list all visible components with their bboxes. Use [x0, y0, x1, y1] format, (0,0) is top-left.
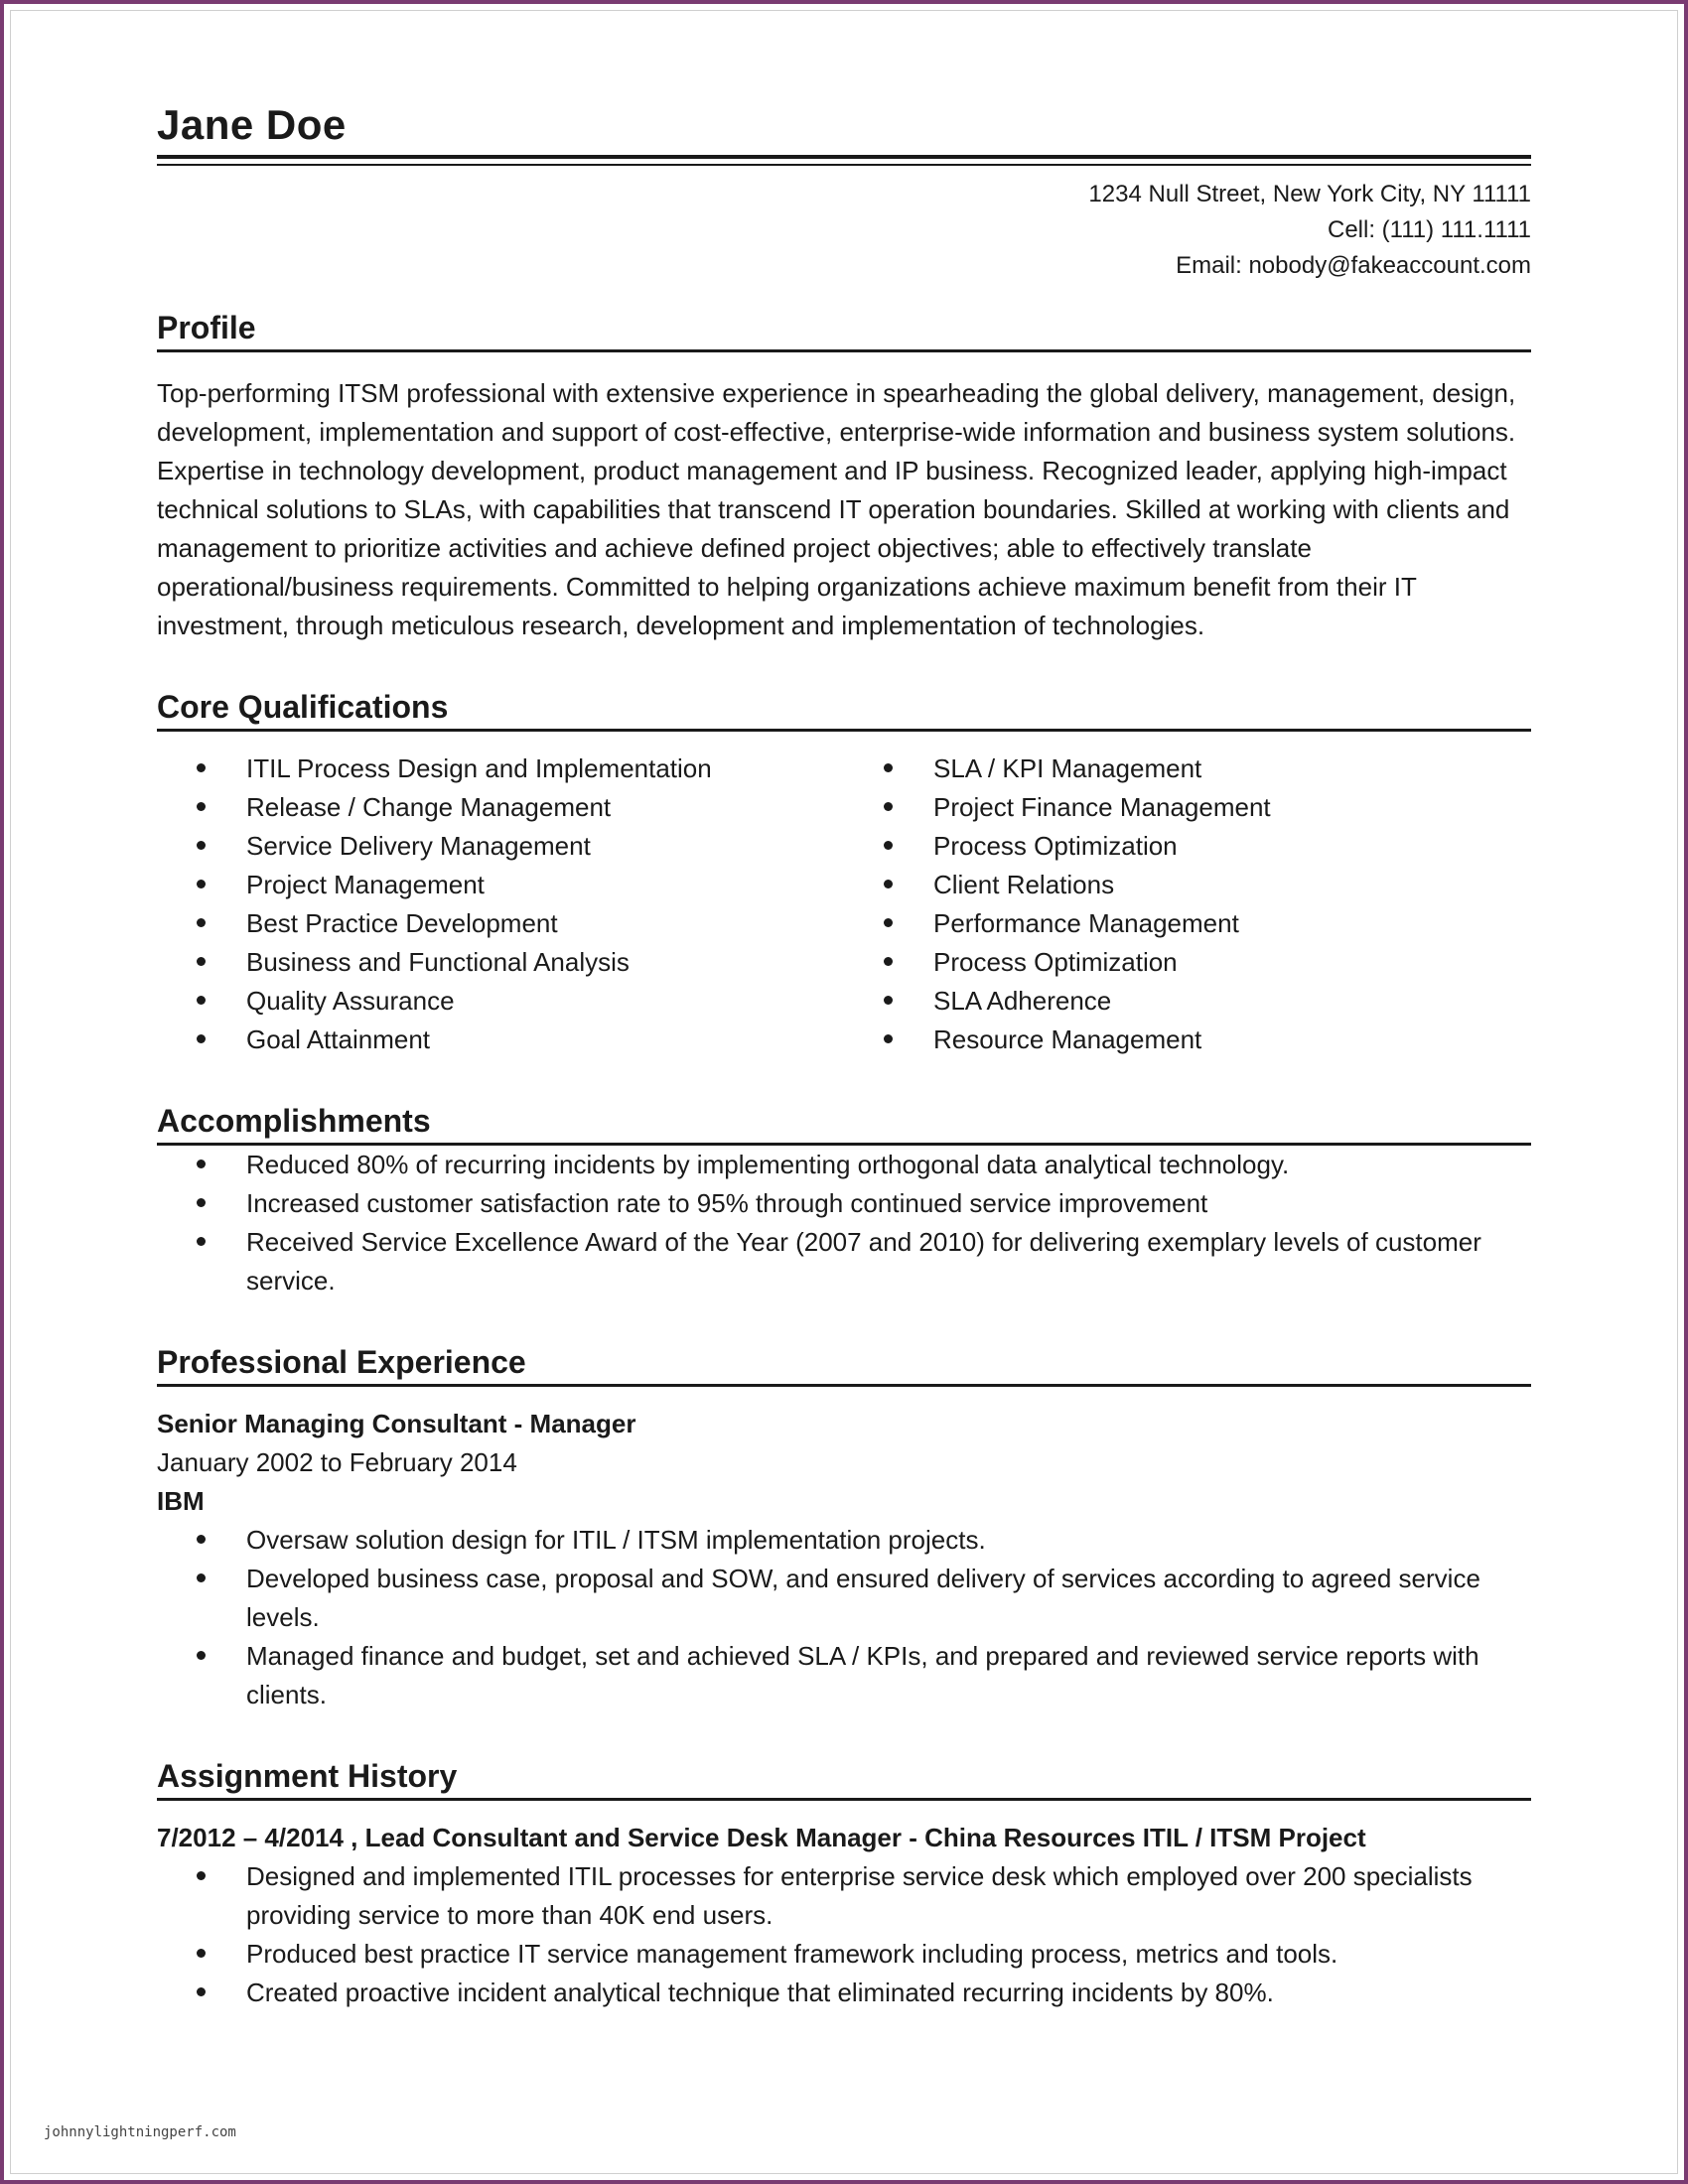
experience-section [157, 1342, 1531, 1714]
bullet-icon [884, 996, 893, 1005]
list-item: Created proactive incident analytical technique that eliminated recurring incidents by 80%. [157, 1974, 1531, 2012]
qualifications-left-column [157, 750, 844, 1059]
section-title-accomplishments: Accomplishments [157, 1103, 431, 1139]
bullet-icon [884, 918, 893, 927]
list-item: Business and Functional Analysis [157, 943, 844, 982]
list-item: Managed finance and budget, set and achieved SLA / KPIs, and prepared and reviewed service reports with clients. [157, 1637, 1531, 1714]
list-item: Increased customer satisfaction rate to 95% through continued service improvement [157, 1184, 1531, 1223]
list-item: Service Delivery Management [157, 827, 844, 866]
job-company: IBM [157, 1486, 205, 1516]
list-item: Quality Assurance [157, 982, 844, 1021]
bullet-icon [197, 1237, 206, 1246]
accomplishments-list [157, 1146, 1531, 1300]
qualifications-left-list [157, 750, 844, 1059]
list-item: Release / Change Management [157, 788, 844, 827]
list-item: Designed and implemented ITIL processes for enterprise service desk which employed over 200 specialists providing service to more than 40K end users. [157, 1857, 1531, 1935]
section-title-assignments: Assignment History [157, 1758, 458, 1794]
bullet-icon [197, 957, 206, 966]
header-divider [157, 155, 1531, 169]
bullet-icon [197, 1198, 206, 1207]
assignment-heading: 7/2012 – 4/2014 , Lead Consultant and Service Desk Manager - China Resources ITIL / ITSM Project [157, 1823, 1366, 1852]
job-dates: January 2002 to February 2014 [157, 1447, 517, 1477]
list-item: Performance Management [844, 904, 1531, 943]
list-item: SLA Adherence [844, 982, 1531, 1021]
qualifications-grid [157, 750, 1531, 1059]
assignments-list [157, 1857, 1531, 2012]
section-title-qualifications: Core Qualifications [157, 689, 449, 725]
section-rule [157, 729, 1531, 732]
list-item: Best Practice Development [157, 904, 844, 943]
header-divider-thin [157, 164, 1531, 166]
section-rule [157, 349, 1531, 352]
qualifications-right-column [844, 750, 1531, 1059]
assignments-section [157, 1756, 1531, 2012]
bullet-icon [884, 880, 893, 888]
bullet-icon [197, 1034, 206, 1043]
header-divider-thick [157, 155, 1531, 159]
bullet-icon [884, 957, 893, 966]
profile-section [157, 308, 1531, 645]
list-item: Resource Management [844, 1021, 1531, 1059]
list-item: Client Relations [844, 866, 1531, 904]
profile-text: Top-performing ITSM professional with extensive experience in spearheading the global delivery, management, design, development, implementation and support of cost-effective, enterprise-wide information and business system solutions. Expertise in technology development, product management and IP business. Recognized leader, applying high-impact technical solutions to SLAs, with capabilities that transcend IT operation boundaries. Skilled at working with clients and management to prioritize activities and achieve defined project objectives; able to effectively translate operational/business requirements. Committed to helping organizations achieve maximum benefit from their IT investment, through meticulous research, development and implementation of technologies. [157, 378, 1516, 640]
bullet-icon [197, 1535, 206, 1544]
bullet-icon [197, 1160, 206, 1168]
bullet-icon [197, 880, 206, 888]
list-item: Produced best practice IT service management framework including process, metrics and tools. [157, 1935, 1531, 1974]
list-item: Oversaw solution design for ITIL / ITSM implementation projects. [157, 1521, 1531, 1560]
section-title-experience: Professional Experience [157, 1344, 526, 1380]
list-item: Project Finance Management [844, 788, 1531, 827]
experience-list [157, 1521, 1531, 1714]
bullet-icon [197, 841, 206, 850]
section-title-profile: Profile [157, 310, 256, 345]
bullet-icon [197, 1987, 206, 1996]
bullet-icon [197, 763, 206, 772]
list-item: Process Optimization [844, 827, 1531, 866]
job-title: Senior Managing Consultant - Manager [157, 1409, 636, 1438]
list-item: Project Management [157, 866, 844, 904]
section-rule [157, 1384, 1531, 1387]
list-item: Process Optimization [844, 943, 1531, 982]
bullet-icon [197, 1573, 206, 1582]
list-item: SLA / KPI Management [844, 750, 1531, 788]
contact-cell: Cell: (111) 111.1111 [1327, 216, 1531, 243]
qualifications-section [157, 687, 1531, 1059]
bullet-icon [884, 841, 893, 850]
list-item: Goal Attainment [157, 1021, 844, 1059]
qualifications-right-list [844, 750, 1531, 1059]
bullet-icon [197, 996, 206, 1005]
bullet-icon [884, 802, 893, 811]
contact-address: 1234 Null Street, New York City, NY 11111 [1088, 181, 1531, 207]
bullet-icon [884, 763, 893, 772]
list-item: Reduced 80% of recurring incidents by implementing orthogonal data analytical technology. [157, 1146, 1531, 1184]
list-item: ITIL Process Design and Implementation [157, 750, 844, 788]
bullet-icon [197, 1651, 206, 1660]
bullet-icon [197, 918, 206, 927]
accomplishments-section [157, 1101, 1531, 1300]
watermark-text: johnnylightningperf.com [44, 2124, 236, 2140]
bullet-icon [197, 802, 206, 811]
candidate-name: Jane Doe [157, 101, 347, 148]
list-item: Developed business case, proposal and SOW, and ensured delivery of services according to agreed service levels. [157, 1560, 1531, 1637]
section-rule [157, 1798, 1531, 1801]
resume-document [157, 95, 1531, 2012]
list-item: Received Service Excellence Award of the Year (2007 and 2010) for delivering exemplary levels of customer service. [157, 1223, 1531, 1300]
contact-email: Email: nobody@fakeaccount.com [1176, 252, 1531, 279]
bullet-icon [884, 1034, 893, 1043]
bullet-icon [197, 1871, 206, 1880]
contact-block [157, 177, 1531, 284]
bullet-icon [197, 1949, 206, 1958]
